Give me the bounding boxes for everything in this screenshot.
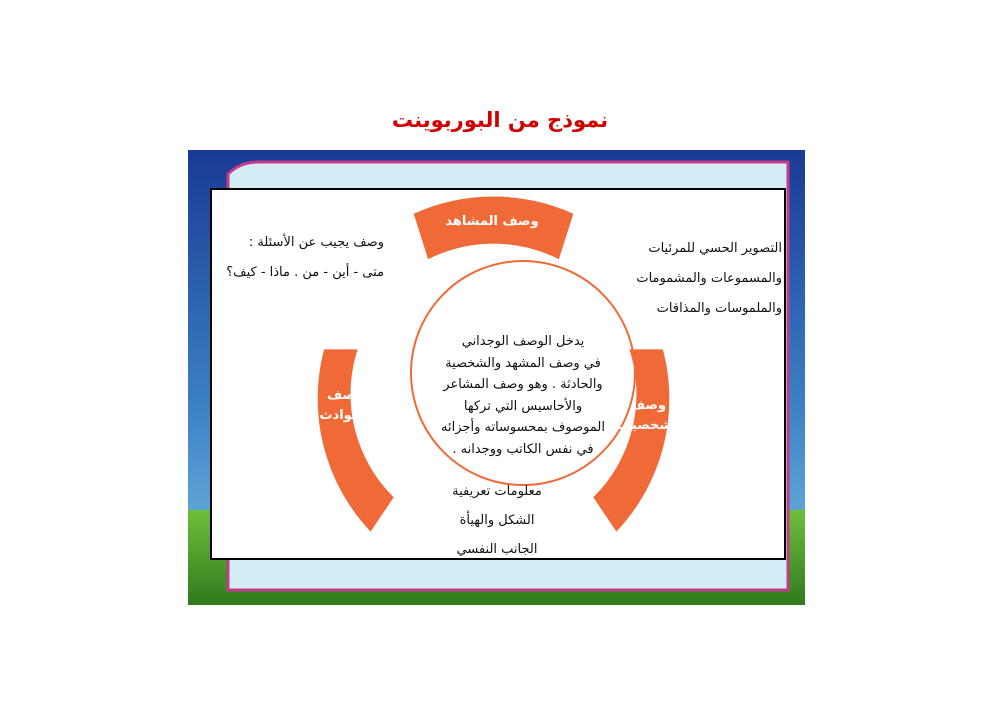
segment-left-line-2: الحوادث bbox=[319, 408, 371, 423]
segment-right-label bbox=[608, 396, 688, 436]
center-line: في وصف المشهد والشخصية bbox=[445, 355, 601, 371]
center-line: في نفس الكاتب ووجدانه . bbox=[452, 441, 594, 457]
slide-content-frame bbox=[210, 188, 786, 560]
bottom-note-line: الجانب النفسي bbox=[456, 542, 538, 557]
bottom-note-line: معلومات تعريفية bbox=[452, 484, 542, 499]
right-note-line: والملموسات والمذاقات bbox=[656, 301, 782, 316]
right-note-line: التصوير الحسي للمرئيات bbox=[648, 241, 782, 256]
bottom-note bbox=[402, 477, 592, 564]
center-line: يدخل الوصف الوجداني bbox=[461, 334, 585, 349]
segment-left-label bbox=[315, 386, 375, 426]
center-line: والحادثة . وهو وصف المشاعر bbox=[443, 377, 603, 392]
right-note-line: والمسموعات والمشمومات bbox=[636, 271, 782, 286]
left-note-line: وصف يجيب عن الأسئلة : bbox=[248, 235, 384, 250]
segment-top-label: وصف المشاهد bbox=[445, 214, 539, 229]
center-line: الموصوف بمحسوساته وأجزائه bbox=[441, 420, 605, 435]
page-title: نموذج من البوربوينت bbox=[391, 108, 609, 132]
left-note-line: متى - أين - من . ماذا - كيف؟ bbox=[226, 265, 384, 280]
bottom-note-line: الشكل والهيأة bbox=[459, 513, 535, 528]
center-line: والأحاسيس التي تركها bbox=[463, 398, 583, 414]
left-note bbox=[212, 228, 384, 288]
segment-right-line-2: الشخصيات bbox=[614, 418, 682, 433]
segment-left-shape bbox=[318, 349, 394, 531]
slide-image bbox=[188, 150, 805, 605]
segment-right-line-1: وصف bbox=[629, 398, 667, 413]
segment-left-line-1: وصف bbox=[326, 388, 364, 403]
right-note bbox=[622, 234, 782, 324]
center-text bbox=[433, 331, 613, 460]
